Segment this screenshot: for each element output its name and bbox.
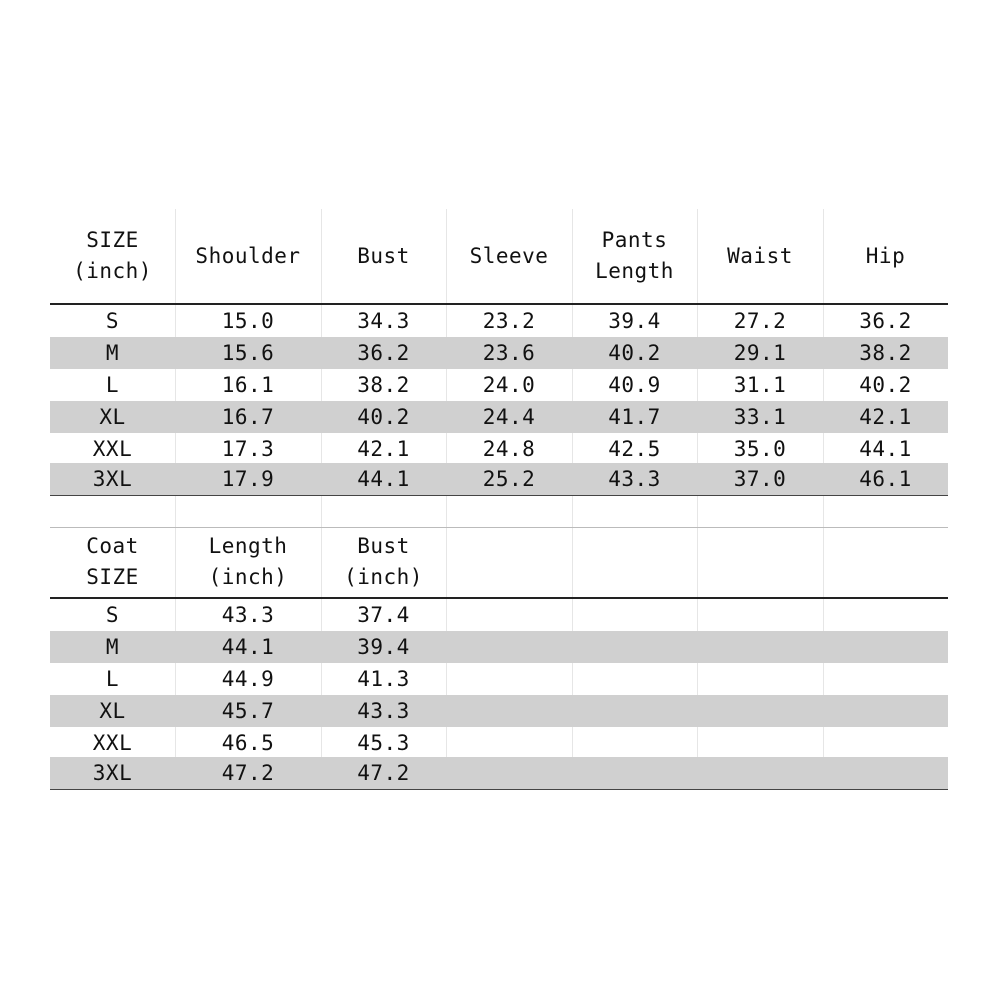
cell-bust: 42.1 xyxy=(357,437,410,461)
cell-pants-length: 40.2 xyxy=(608,341,661,365)
header-coat-bust: Bust (inch) xyxy=(344,534,423,589)
header-hip: Hip xyxy=(865,243,906,268)
table-row xyxy=(50,599,948,631)
cell-size: 3XL xyxy=(92,467,133,491)
cell-coat-bust: 39.4 xyxy=(357,635,410,659)
cell-bust: 34.3 xyxy=(357,309,410,333)
cell-length: 45.7 xyxy=(221,699,275,723)
cell-length: 46.5 xyxy=(221,731,275,755)
cell-size: M xyxy=(105,341,120,365)
cell-length: 47.2 xyxy=(221,761,275,785)
cell-size: L xyxy=(105,373,120,397)
cell-bust: 38.2 xyxy=(357,373,410,397)
header-coat-size: Coat SIZE xyxy=(86,534,139,589)
table-row xyxy=(50,337,948,369)
table-row xyxy=(50,663,948,695)
cell-hip: 46.1 xyxy=(859,467,912,491)
table-row xyxy=(50,463,948,496)
header-shoulder: Shoulder xyxy=(195,243,301,268)
cell-coat-size: XXL xyxy=(92,731,133,755)
table-row xyxy=(50,305,948,337)
table-row xyxy=(50,695,948,727)
cell-coat-size: M xyxy=(105,635,120,659)
header-bust: Bust xyxy=(357,243,410,268)
cell-sleeve: 24.0 xyxy=(482,373,536,397)
cell-shoulder: 16.7 xyxy=(221,405,275,429)
cell-shoulder: 15.6 xyxy=(221,341,275,365)
cell-pants-length: 42.5 xyxy=(608,437,661,461)
table-row xyxy=(50,401,948,433)
cell-shoulder: 16.1 xyxy=(221,373,275,397)
cell-sleeve: 23.6 xyxy=(482,341,536,365)
cell-sleeve: 24.4 xyxy=(482,405,536,429)
cell-waist: 35.0 xyxy=(733,437,787,461)
table-row xyxy=(50,631,948,663)
cell-length: 43.3 xyxy=(221,603,275,627)
cell-sleeve: 23.2 xyxy=(482,309,536,333)
size-table-header xyxy=(50,209,948,305)
cell-shoulder: 17.9 xyxy=(221,467,275,491)
cell-waist: 31.1 xyxy=(733,373,787,397)
coat-table-header xyxy=(50,527,948,599)
cell-size: XL xyxy=(99,405,126,429)
cell-coat-size: L xyxy=(105,667,120,691)
cell-sleeve: 24.8 xyxy=(482,437,536,461)
table-row xyxy=(50,727,948,759)
cell-length: 44.1 xyxy=(221,635,275,659)
cell-hip: 44.1 xyxy=(859,437,912,461)
cell-sleeve: 25.2 xyxy=(482,467,536,491)
cell-shoulder: 17.3 xyxy=(221,437,275,461)
cell-pants-length: 39.4 xyxy=(608,309,661,333)
cell-pants-length: 41.7 xyxy=(608,405,661,429)
cell-hip: 36.2 xyxy=(859,309,912,333)
cell-coat-bust: 45.3 xyxy=(357,731,410,755)
cell-hip: 42.1 xyxy=(859,405,912,429)
cell-coat-size: 3XL xyxy=(92,761,133,785)
cell-size: S xyxy=(105,309,120,333)
cell-waist: 27.2 xyxy=(733,309,787,333)
cell-coat-bust: 37.4 xyxy=(357,603,410,627)
cell-coat-size: S xyxy=(105,603,120,627)
cell-coat-size: XL xyxy=(99,699,126,723)
cell-hip: 38.2 xyxy=(859,341,912,365)
table-spacer xyxy=(50,495,948,528)
cell-hip: 40.2 xyxy=(859,373,912,397)
cell-bust: 40.2 xyxy=(357,405,410,429)
cell-size: XXL xyxy=(92,437,133,461)
header-sleeve: Sleeve xyxy=(469,243,549,268)
cell-coat-bust: 47.2 xyxy=(357,761,410,785)
cell-length: 44.9 xyxy=(221,667,275,691)
table-row xyxy=(50,369,948,401)
cell-waist: 37.0 xyxy=(733,467,787,491)
header-size: SIZE (inch) xyxy=(73,228,152,283)
header-waist: Waist xyxy=(727,243,793,268)
cell-bust: 36.2 xyxy=(357,341,410,365)
cell-bust: 44.1 xyxy=(357,467,410,491)
header-length: Length (inch) xyxy=(208,534,288,589)
cell-pants-length: 40.9 xyxy=(608,373,661,397)
cell-waist: 29.1 xyxy=(733,341,787,365)
cell-coat-bust: 41.3 xyxy=(357,667,410,691)
table-row xyxy=(50,433,948,465)
cell-shoulder: 15.0 xyxy=(221,309,275,333)
cell-pants-length: 43.3 xyxy=(608,467,661,491)
cell-coat-bust: 43.3 xyxy=(357,699,410,723)
cell-waist: 33.1 xyxy=(733,405,787,429)
table-row xyxy=(50,757,948,790)
header-pants-length: Pants Length xyxy=(595,228,674,283)
